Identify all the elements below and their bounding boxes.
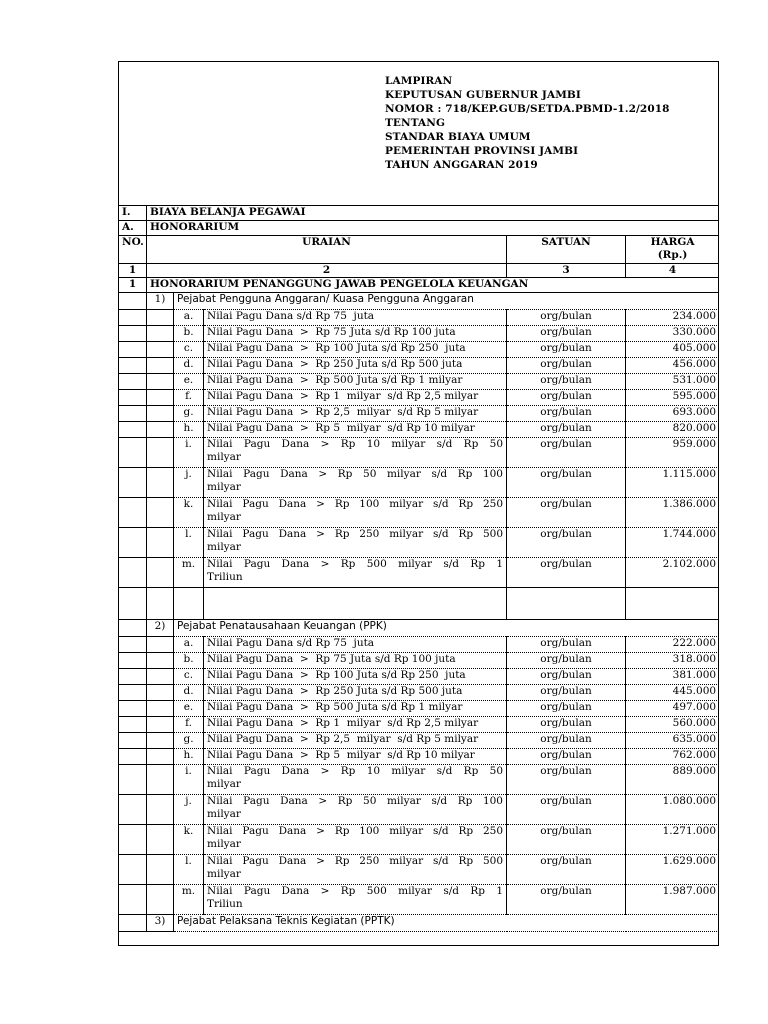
item-description <box>204 885 507 915</box>
blank-cell <box>147 374 174 390</box>
blank-cell <box>147 358 174 374</box>
item-price: 762.000 <box>626 749 720 765</box>
item-unit: org/bulan <box>507 885 626 915</box>
blank-cell <box>147 733 174 749</box>
item-desc-line1: Nilai Pagu Dana s/d Rp 75 juta <box>207 637 375 649</box>
item-unit: org/bulan <box>507 795 626 825</box>
item-unit: org/bulan <box>507 326 626 342</box>
blank-cell <box>147 406 174 422</box>
item-description <box>204 825 507 855</box>
column-header-row <box>119 236 720 264</box>
blank-cell <box>147 717 174 733</box>
item-desc-line2: milyar <box>207 868 241 880</box>
item-price: 1.629.000 <box>626 855 720 885</box>
item-price: 820.000 <box>626 422 720 438</box>
table-row <box>119 528 720 558</box>
section-no: I. <box>119 206 147 221</box>
header-line: STANDAR BIAYA UMUM <box>385 131 531 143</box>
blank-cell <box>119 669 147 685</box>
item-description <box>204 528 507 558</box>
table-row <box>119 685 720 701</box>
table-row <box>119 422 720 438</box>
blank-cell <box>147 468 174 498</box>
item-letter: k. <box>174 498 204 528</box>
item-unit: org/bulan <box>507 685 626 701</box>
document-header <box>119 62 718 206</box>
item-description <box>204 498 507 528</box>
item-price: 531.000 <box>626 374 720 390</box>
blank-cell <box>119 326 147 342</box>
item-description <box>204 326 507 342</box>
item-price: 497.000 <box>626 701 720 717</box>
item-desc-line2: Triliun <box>207 571 243 583</box>
item-description <box>204 374 507 390</box>
blank-cell <box>119 498 147 528</box>
item-desc-line2: milyar <box>207 481 241 493</box>
blank-cell <box>119 588 147 620</box>
table-row <box>119 653 720 669</box>
table-row <box>119 701 720 717</box>
item-desc-line1: Nilai Pagu Dana > Rp 10 milyar s/d Rp 50 <box>207 765 503 777</box>
blank-cell <box>119 558 147 588</box>
item-desc-line1: Nilai Pagu Dana > Rp 250 milyar s/d Rp 500 <box>207 528 503 540</box>
item-letter: d. <box>174 358 204 374</box>
item-unit: org/bulan <box>507 374 626 390</box>
item-letter: c. <box>174 669 204 685</box>
item-description <box>204 637 507 653</box>
blank-cell <box>147 637 174 653</box>
blank-cell <box>507 588 626 620</box>
blank-cell <box>204 588 507 620</box>
item-desc-line2: milyar <box>207 778 241 790</box>
column-number: 3 <box>507 264 626 278</box>
item-unit: org/bulan <box>507 390 626 406</box>
table-row <box>119 885 720 915</box>
blank-cell <box>119 293 147 310</box>
item-unit: org/bulan <box>507 749 626 765</box>
item-desc-line1: Nilai Pagu Dana > Rp 500 milyar s/d Rp 1 <box>207 558 503 570</box>
item-unit: org/bulan <box>507 558 626 588</box>
table-row <box>119 637 720 653</box>
blank-cell <box>147 825 174 855</box>
table-row <box>119 669 720 685</box>
blank-cell <box>119 637 147 653</box>
blank-cell <box>147 855 174 885</box>
item-price: 635.000 <box>626 733 720 749</box>
item-desc-line1: Nilai Pagu Dana > Rp 2,5 milyar s/d Rp 5 milyar <box>207 733 479 745</box>
item-letter: a. <box>174 310 204 326</box>
blank-cell <box>119 825 147 855</box>
item-price: 234.000 <box>626 310 720 326</box>
table-row <box>119 795 720 825</box>
column-header-uraian: URAIAN <box>147 236 507 264</box>
blank-cell <box>147 749 174 765</box>
item-desc-line1: Nilai Pagu Dana > Rp 50 milyar s/d Rp 100 <box>207 795 503 807</box>
column-header-harga-text: HARGA (Rp.) <box>650 236 695 261</box>
header-line: NOMOR : 718/KEP.GUB/SETDA.PBMD-1.2/2018 <box>385 103 670 115</box>
item-letter: j. <box>174 468 204 498</box>
item-price: 222.000 <box>626 637 720 653</box>
blank-cell <box>119 685 147 701</box>
subsection-row <box>119 293 720 310</box>
header-line: PEMERINTAH PROVINSI JAMBI <box>385 145 579 157</box>
column-number: 1 <box>119 264 147 278</box>
item-price: 959.000 <box>626 438 720 468</box>
item-price: 560.000 <box>626 717 720 733</box>
item-letter: c. <box>174 342 204 358</box>
item-desc-line1: Nilai Pagu Dana s/d Rp 75 juta <box>207 310 375 322</box>
subsection-no: 1) <box>147 293 174 310</box>
item-desc-line2: milyar <box>207 808 241 820</box>
item-description <box>204 701 507 717</box>
item-price: 405.000 <box>626 342 720 358</box>
item-desc-line1: Nilai Pagu Dana > Rp 500 Juta s/d Rp 1 milyar <box>207 701 463 713</box>
item-unit: org/bulan <box>507 438 626 468</box>
item-letter: l. <box>174 528 204 558</box>
group-label: HONORARIUM PENANGGUNG JAWAB PENGELOLA KEUANGAN <box>147 278 720 293</box>
item-desc-line2: Triliun <box>207 898 243 910</box>
table-row <box>119 765 720 795</box>
blank-cell <box>119 438 147 468</box>
item-price: 381.000 <box>626 669 720 685</box>
item-desc-line2: milyar <box>207 451 241 463</box>
blank-cell <box>119 701 147 717</box>
blank-cell <box>147 528 174 558</box>
item-letter: m. <box>174 885 204 915</box>
table-row <box>119 749 720 765</box>
blank-cell <box>626 588 720 620</box>
item-letter: b. <box>174 653 204 669</box>
table-row <box>119 717 720 733</box>
item-unit: org/bulan <box>507 358 626 374</box>
table-row <box>119 342 720 358</box>
blank-cell <box>119 855 147 885</box>
table-row <box>119 406 720 422</box>
table-row <box>119 498 720 528</box>
section-label: HONORARIUM <box>147 221 720 236</box>
blank-cell <box>147 326 174 342</box>
column-number: 2 <box>147 264 507 278</box>
blank-cell <box>119 374 147 390</box>
blank-cell <box>147 342 174 358</box>
item-description <box>204 717 507 733</box>
table-row <box>119 825 720 855</box>
item-letter: k. <box>174 825 204 855</box>
blank-cell <box>119 885 147 915</box>
blank-cell <box>119 358 147 374</box>
blank-cell <box>147 765 174 795</box>
table-row <box>119 558 720 588</box>
item-price: 445.000 <box>626 685 720 701</box>
column-number-row <box>119 264 720 278</box>
header-line: KEPUTUSAN GUBERNUR JAMBI <box>385 89 581 101</box>
item-letter: j. <box>174 795 204 825</box>
item-description <box>204 685 507 701</box>
item-letter: m. <box>174 558 204 588</box>
blank-cell <box>119 717 147 733</box>
item-letter: h. <box>174 749 204 765</box>
document-page <box>118 61 719 946</box>
item-description <box>204 390 507 406</box>
item-description <box>204 468 507 498</box>
table-row <box>119 390 720 406</box>
item-letter: h. <box>174 422 204 438</box>
blank-cell <box>119 733 147 749</box>
item-unit: org/bulan <box>507 825 626 855</box>
header-line: TAHUN ANGGARAN 2019 <box>385 159 538 171</box>
column-header-no: NO. <box>119 236 147 264</box>
blank-cell <box>119 406 147 422</box>
item-unit: org/bulan <box>507 653 626 669</box>
item-unit: org/bulan <box>507 310 626 326</box>
item-price: 1.080.000 <box>626 795 720 825</box>
item-description <box>204 406 507 422</box>
item-unit: org/bulan <box>507 765 626 795</box>
table-row <box>119 468 720 498</box>
item-unit: org/bulan <box>507 733 626 749</box>
column-number: 4 <box>626 264 720 278</box>
item-price: 1.744.000 <box>626 528 720 558</box>
item-desc-line1: Nilai Pagu Dana > Rp 100 Juta s/d Rp 250 juta <box>207 669 466 681</box>
item-unit: org/bulan <box>507 406 626 422</box>
item-letter: a. <box>174 637 204 653</box>
item-description <box>204 855 507 885</box>
item-desc-line1: Nilai Pagu Dana > Rp 50 milyar s/d Rp 100 <box>207 468 503 480</box>
item-letter: i. <box>174 438 204 468</box>
subsection-label: Pejabat Pengguna Anggaran/ Kuasa Pengguna Anggaran <box>174 293 720 310</box>
section-row <box>119 206 720 221</box>
item-description <box>204 733 507 749</box>
table-row <box>119 855 720 885</box>
blank-cell <box>119 310 147 326</box>
header-lines <box>385 74 670 172</box>
item-description <box>204 795 507 825</box>
blank-cell <box>119 795 147 825</box>
item-desc-line2: milyar <box>207 511 241 523</box>
blank-cell <box>147 438 174 468</box>
item-desc-line2: milyar <box>207 541 241 553</box>
subsection-label: Pejabat Pelaksana Teknis Kegiatan (PPTK) <box>174 915 720 932</box>
section-label: BIAYA BELANJA PEGAWAI <box>147 206 720 221</box>
blank-cell <box>174 588 204 620</box>
item-description <box>204 358 507 374</box>
section-no: A. <box>119 221 147 236</box>
blank-cell <box>119 528 147 558</box>
item-desc-line1: Nilai Pagu Dana > Rp 100 milyar s/d Rp 250 <box>207 825 503 837</box>
item-letter: g. <box>174 406 204 422</box>
item-letter: f. <box>174 390 204 406</box>
group-no: 1 <box>119 278 147 293</box>
item-letter: i. <box>174 765 204 795</box>
item-unit: org/bulan <box>507 669 626 685</box>
item-desc-line1: Nilai Pagu Dana > Rp 1 milyar s/d Rp 2,5 milyar <box>207 717 479 729</box>
subsection-no: 2) <box>147 620 174 637</box>
subsection-label: Pejabat Penatausahaan Keuangan (PPK) <box>174 620 720 637</box>
item-desc-line1: Nilai Pagu Dana > Rp 100 Juta s/d Rp 250 juta <box>207 342 466 354</box>
item-price: 1.271.000 <box>626 825 720 855</box>
item-desc-line1: Nilai Pagu Dana > Rp 75 Juta s/d Rp 100 juta <box>207 653 456 665</box>
table-row <box>119 326 720 342</box>
item-price: 693.000 <box>626 406 720 422</box>
section-row <box>119 221 720 236</box>
blank-cell <box>119 620 147 637</box>
column-header-satuan: SATUAN <box>507 236 626 264</box>
subsection-no: 3) <box>147 915 174 932</box>
item-desc-line1: Nilai Pagu Dana > Rp 500 Juta s/d Rp 1 milyar <box>207 374 463 386</box>
item-desc-line1: Nilai Pagu Dana > Rp 2,5 milyar s/d Rp 5 milyar <box>207 406 479 418</box>
item-desc-line1: Nilai Pagu Dana > Rp 250 milyar s/d Rp 500 <box>207 855 503 867</box>
item-desc-line1: Nilai Pagu Dana > Rp 500 milyar s/d Rp 1 <box>207 885 503 897</box>
item-description <box>204 438 507 468</box>
item-unit: org/bulan <box>507 498 626 528</box>
item-unit: org/bulan <box>507 717 626 733</box>
item-price: 330.000 <box>626 326 720 342</box>
item-unit: org/bulan <box>507 528 626 558</box>
item-unit: org/bulan <box>507 637 626 653</box>
blank-cell <box>147 685 174 701</box>
blank-cell <box>147 885 174 915</box>
item-letter: g. <box>174 733 204 749</box>
item-letter: l. <box>174 855 204 885</box>
item-price: 2.102.000 <box>626 558 720 588</box>
item-description <box>204 310 507 326</box>
item-desc-line1: Nilai Pagu Dana > Rp 10 milyar s/d Rp 50 <box>207 438 503 450</box>
blank-cell <box>119 342 147 358</box>
blank-cell <box>147 390 174 406</box>
item-price: 456.000 <box>626 358 720 374</box>
item-desc-line1: Nilai Pagu Dana > Rp 5 milyar s/d Rp 10 milyar <box>207 749 475 761</box>
item-desc-line1: Nilai Pagu Dana > Rp 250 Juta s/d Rp 500 juta <box>207 358 463 370</box>
item-letter: e. <box>174 374 204 390</box>
item-desc-line1: Nilai Pagu Dana > Rp 5 milyar s/d Rp 10 milyar <box>207 422 475 434</box>
table-row <box>119 374 720 390</box>
item-letter: d. <box>174 685 204 701</box>
item-description <box>204 765 507 795</box>
subsection-row <box>119 915 720 932</box>
item-description <box>204 653 507 669</box>
item-desc-line1: Nilai Pagu Dana > Rp 1 milyar s/d Rp 2,5 milyar <box>207 390 479 402</box>
blank-cell <box>119 915 147 932</box>
cost-table <box>118 205 719 932</box>
item-unit: org/bulan <box>507 468 626 498</box>
blank-cell <box>147 498 174 528</box>
item-letter: b. <box>174 326 204 342</box>
item-desc-line1: Nilai Pagu Dana > Rp 75 Juta s/d Rp 100 juta <box>207 326 456 338</box>
table-row <box>119 310 720 326</box>
item-unit: org/bulan <box>507 342 626 358</box>
item-unit: org/bulan <box>507 855 626 885</box>
table-row <box>119 733 720 749</box>
blank-cell <box>147 558 174 588</box>
blank-cell <box>147 795 174 825</box>
blank-cell <box>147 588 174 620</box>
item-unit: org/bulan <box>507 701 626 717</box>
blank-cell <box>147 669 174 685</box>
blank-cell <box>119 390 147 406</box>
item-letter: e. <box>174 701 204 717</box>
blank-cell <box>147 701 174 717</box>
item-letter: f. <box>174 717 204 733</box>
header-line: LAMPIRAN <box>385 75 453 87</box>
blank-cell <box>119 749 147 765</box>
item-desc-line1: Nilai Pagu Dana > Rp 250 Juta s/d Rp 500 juta <box>207 685 463 697</box>
group-row <box>119 278 720 293</box>
blank-cell <box>147 310 174 326</box>
blank-cell <box>147 653 174 669</box>
item-price: 595.000 <box>626 390 720 406</box>
item-price: 889.000 <box>626 765 720 795</box>
item-price: 1.987.000 <box>626 885 720 915</box>
header-line: TENTANG <box>385 117 446 129</box>
item-desc-line2: milyar <box>207 838 241 850</box>
item-description <box>204 422 507 438</box>
column-header-harga <box>626 236 720 264</box>
item-description <box>204 558 507 588</box>
item-price: 1.115.000 <box>626 468 720 498</box>
blank-cell <box>119 468 147 498</box>
blank-cell <box>119 422 147 438</box>
item-unit: org/bulan <box>507 422 626 438</box>
subsection-row <box>119 620 720 637</box>
item-price: 1.386.000 <box>626 498 720 528</box>
blank-cell <box>119 765 147 795</box>
item-description <box>204 749 507 765</box>
item-description <box>204 669 507 685</box>
blank-cell <box>147 422 174 438</box>
spacer-row <box>119 588 720 620</box>
item-price: 318.000 <box>626 653 720 669</box>
table-row <box>119 438 720 468</box>
item-desc-line1: Nilai Pagu Dana > Rp 100 milyar s/d Rp 250 <box>207 498 503 510</box>
item-description <box>204 342 507 358</box>
blank-cell <box>119 653 147 669</box>
table-row <box>119 358 720 374</box>
